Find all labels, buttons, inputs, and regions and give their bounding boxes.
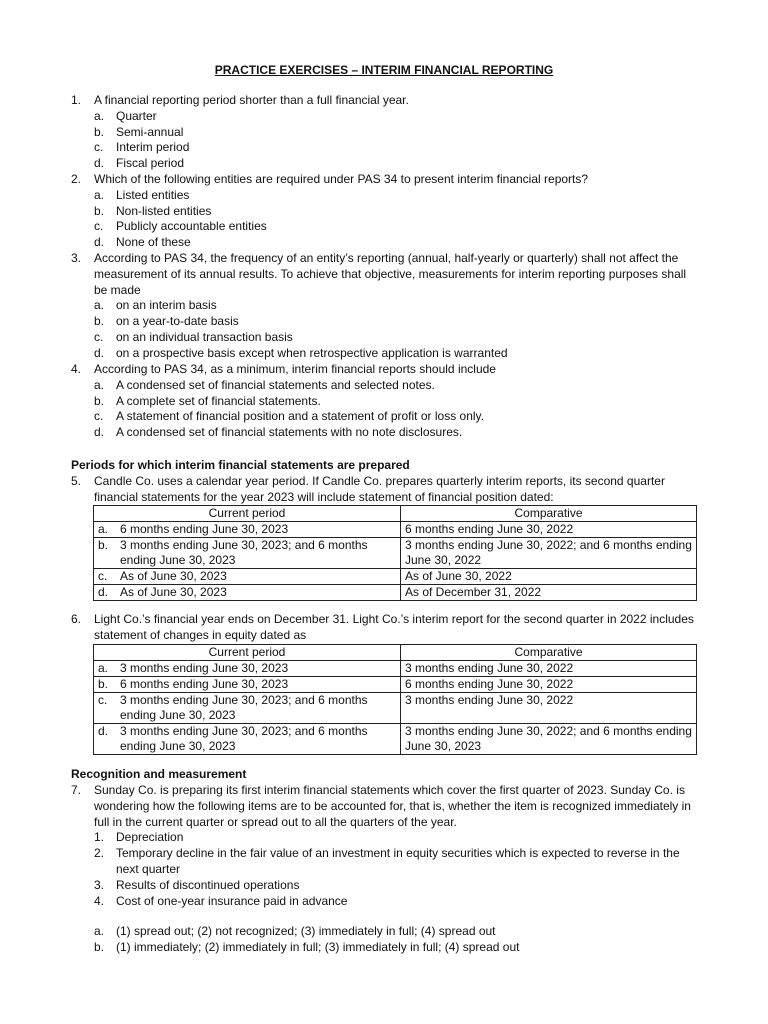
option-letter: b. [94, 940, 105, 955]
question-5 [71, 474, 701, 506]
page-title: PRACTICE EXERCISES – INTERIM FINANCIAL REPORTING [214, 63, 554, 77]
question-text: Candle Co. uses a calendar year period. If Candle Co. prepares quarterly interim reports, its second quarter financial statements for the year 2023 will include statement of financial position dated: [94, 474, 665, 504]
option-a [94, 378, 701, 394]
header-current: Current period [94, 645, 401, 661]
item-1 [94, 830, 701, 846]
item-number: 4. [94, 893, 105, 908]
cell-comparative: 3 months ending June 30, 2022; and 6 months ending June 30, 2022 [401, 538, 697, 569]
item-text: Cost of one-year insurance paid in advance [116, 893, 348, 908]
item-number: 2. [94, 846, 105, 861]
cell-current [94, 677, 401, 693]
question-number: 4. [71, 362, 82, 376]
option-text: A condensed set of financial statements with no note disclosures. [116, 425, 463, 440]
row-letter: a. [98, 522, 109, 536]
option-text: (1) immediately; (2) immediately in full; (3) immediately in full; (4) spread out [116, 940, 520, 955]
question-6 [71, 612, 701, 644]
cell-current [94, 569, 401, 585]
option-d [94, 425, 701, 441]
option-c [94, 219, 701, 235]
option-text: Interim period [116, 140, 190, 155]
question-number: 7. [71, 783, 82, 797]
option-letter: d. [94, 235, 105, 250]
table-row [94, 724, 697, 755]
cell-text: 3 months ending June 30, 2023; and 6 months ending June 30, 2023 [120, 724, 368, 753]
option-text: A complete set of financial statements. [116, 393, 321, 408]
option-letter: a. [94, 924, 105, 939]
question-number: 1. [71, 93, 82, 107]
question-text: According to PAS 34, as a minimum, interim financial reports should include [94, 362, 496, 376]
table-row [94, 522, 697, 538]
table-row [94, 677, 697, 693]
option-d [94, 235, 701, 251]
option-text: Listed entities [116, 187, 190, 202]
option-letter: d. [94, 425, 105, 440]
option-b [94, 940, 701, 956]
question-1 [71, 93, 701, 172]
answer-table-q5 [93, 505, 697, 601]
table-row [94, 569, 697, 585]
cell-current [94, 693, 401, 724]
option-letter: a. [94, 298, 105, 313]
option-text: Semi-annual [116, 124, 184, 139]
option-c [94, 330, 701, 346]
option-text: (1) spread out; (2) not recognized; (3) immediately in full; (4) spread out [116, 924, 496, 939]
option-text: Publicly accountable entities [116, 219, 267, 234]
header-current: Current period [94, 506, 401, 522]
option-b [94, 394, 701, 410]
option-text: A condensed set of financial statements and selected notes. [116, 377, 435, 392]
cell-comparative: 3 months ending June 30, 2022 [401, 661, 697, 677]
option-letter: c. [94, 329, 104, 344]
question-7 [71, 783, 701, 956]
question-3 [71, 251, 701, 362]
item-text: Temporary decline in the fair value of an investment in equity securities which is expected to reverse in the next quarter [116, 846, 680, 876]
option-text: None of these [116, 235, 191, 250]
row-letter: d. [98, 724, 109, 738]
table-row [94, 585, 697, 601]
cell-current [94, 538, 401, 569]
header-comparative: Comparative [401, 645, 697, 661]
option-b [94, 204, 701, 220]
question-number: 2. [71, 172, 82, 186]
item-3 [94, 878, 701, 894]
cell-comparative: 3 months ending June 30, 2022; and 6 months ending June 30, 2023 [401, 724, 697, 755]
cell-text: As of June 30, 2023 [120, 569, 227, 583]
item-text: Depreciation [116, 830, 184, 845]
table-row [94, 693, 697, 724]
question-text: Light Co.’s financial year ends on December 31. Light Co.’s interim report for the second quarter in 2022 includes statement of changes in equity dated as [94, 612, 694, 642]
option-text: A statement of financial position and a statement of profit or loss only. [116, 409, 484, 424]
cell-text: 3 months ending June 30, 2023; and 6 months ending June 30, 2023 [120, 693, 368, 722]
option-text: Quarter [116, 108, 157, 123]
section-heading: Recognition and measurement [71, 767, 247, 781]
cell-current [94, 724, 401, 755]
cell-current [94, 585, 401, 601]
question-number: 3. [71, 251, 82, 265]
option-text: Non-listed entities [116, 203, 212, 218]
option-text: Fiscal period [116, 156, 185, 171]
table-header-row [94, 506, 697, 522]
option-letter: a. [94, 377, 105, 392]
row-letter: b. [98, 677, 109, 691]
option-b [94, 314, 701, 330]
item-text: Results of discontinued operations [116, 877, 300, 892]
cell-current [94, 661, 401, 677]
item-number: 1. [94, 830, 105, 845]
option-text: on an interim basis [116, 298, 217, 313]
row-letter: b. [98, 538, 109, 552]
item-number: 3. [94, 877, 105, 892]
option-text: on an individual transaction basis [116, 329, 293, 344]
header-comparative: Comparative [401, 506, 697, 522]
option-text: on a prospective basis except when retrospective application is warranted [116, 345, 508, 360]
option-a [94, 109, 701, 125]
cell-comparative: 6 months ending June 30, 2022 [401, 677, 697, 693]
option-c [94, 409, 701, 425]
question-text: According to PAS 34, the frequency of an entity’s reporting (annual, half-yearly or quarterly) shall not affect the measurement of its annual results. To achieve that objective, measurements for interim reporting purposes shall be made [94, 251, 687, 297]
question-text: Sunday Co. is preparing its first interim financial statements which cover the first quarter of 2023. Sunday Co. is wondering how the following items are to be accounted for, that is, whether the item is recognized immediately in full in the current quarter or spread out to all the quarters of the year. [94, 783, 691, 829]
answer-table-q6 [93, 644, 697, 755]
option-a [94, 924, 701, 940]
table-row [94, 661, 697, 677]
item-4 [94, 894, 701, 910]
option-letter: b. [94, 314, 105, 329]
option-letter: c. [94, 219, 104, 234]
option-letter: c. [94, 409, 104, 424]
cell-comparative: As of December 31, 2022 [401, 585, 697, 601]
cell-text: 6 months ending June 30, 2023 [120, 522, 289, 536]
option-a [94, 188, 701, 204]
question-number: 5. [71, 474, 82, 488]
row-letter: c. [98, 693, 108, 707]
cell-text: 3 months ending June 30, 2023; and 6 months ending June 30, 2023 [120, 538, 368, 567]
cell-text: 3 months ending June 30, 2023 [120, 661, 289, 675]
row-letter: d. [98, 585, 109, 599]
option-letter: b. [94, 203, 105, 218]
option-letter: b. [94, 124, 105, 139]
cell-comparative: 6 months ending June 30, 2022 [401, 522, 697, 538]
section-heading: Periods for which interim financial statements are prepared [71, 458, 410, 472]
question-4 [71, 362, 701, 441]
option-text: on a year-to-date basis [116, 314, 239, 329]
option-c [94, 140, 701, 156]
option-letter: a. [94, 187, 105, 202]
question-text: A financial reporting period shorter than a full financial year. [94, 93, 409, 107]
option-letter: d. [94, 345, 105, 360]
option-d [94, 346, 701, 362]
question-text: Which of the following entities are required under PAS 34 to present interim financial reports? [94, 172, 589, 186]
cell-current [94, 522, 401, 538]
table-row [94, 538, 697, 569]
option-d [94, 156, 701, 172]
option-letter: c. [94, 140, 104, 155]
option-letter: a. [94, 108, 105, 123]
row-letter: a. [98, 661, 109, 675]
cell-text: 6 months ending June 30, 2023 [120, 677, 289, 691]
row-letter: c. [98, 569, 108, 583]
cell-text: As of June 30, 2023 [120, 585, 227, 599]
option-a [94, 298, 701, 314]
question-2 [71, 172, 701, 251]
option-letter: b. [94, 393, 105, 408]
cell-comparative: 3 months ending June 30, 2022 [401, 693, 697, 724]
question-number: 6. [71, 612, 82, 626]
item-2 [94, 846, 701, 878]
table-header-row [94, 645, 697, 661]
option-b [94, 125, 701, 141]
option-letter: d. [94, 156, 105, 171]
cell-comparative: As of June 30, 2022 [401, 569, 697, 585]
